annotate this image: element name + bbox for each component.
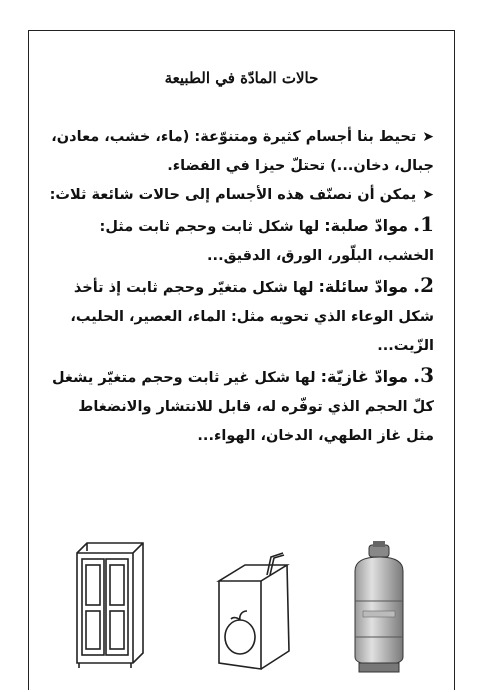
bullet-2	[49, 181, 434, 210]
state-number: 1.	[413, 212, 434, 236]
state-description: لها شكل متغيّر وحجم ثابت إذ تأخذ شكل الوعاء الذي تحويه مثل: الماء، العصير، الحليب، الزّيت...	[70, 280, 434, 354]
gas-cylinder-icon	[347, 541, 413, 673]
state-description: لها شكل غير ثابت وحجم متغيّر يشغل كلّ الحجم الذي توفّره له، قابل للانتشار والانضغاط مثل غاز الطهي، الدخان، الهواء...	[51, 370, 434, 444]
arrow-bullet-icon: ➤	[422, 187, 434, 203]
bullet-2-text: يمكن أن نصنّف هذه الأجسام إلى حالات شائعة ثلاث:	[49, 187, 417, 203]
bullet-1-text: تحيط بنا أجسام كثيرة ومتنوّعة: (ماء، خشب، معادن، جبال، دخان...) تحتلّ حيزا في الفضاء.	[51, 129, 434, 174]
state-solid	[49, 210, 434, 271]
state-gas	[49, 361, 434, 451]
state-term: موادّ صلبة:	[324, 216, 409, 235]
state-term: موادّ غازيّة:	[320, 367, 409, 386]
page-title: حالات المادّة في الطبيعة	[164, 69, 319, 87]
state-liquid	[49, 271, 434, 361]
bullet-1	[49, 123, 434, 181]
state-term: موادّ سائلة:	[318, 277, 409, 296]
illustrations	[29, 541, 454, 681]
state-number: 3.	[413, 363, 434, 387]
state-description: لها شكل ثابت وحجم ثابت مثل: الخشب، البلّور، الورق، الدقيق...	[99, 219, 434, 264]
state-number: 2.	[413, 273, 434, 297]
wardrobe-icon	[73, 541, 145, 669]
worksheet-frame	[28, 30, 455, 690]
juice-box-icon	[209, 551, 303, 673]
content-body	[49, 123, 434, 451]
arrow-bullet-icon: ➤	[422, 129, 434, 145]
